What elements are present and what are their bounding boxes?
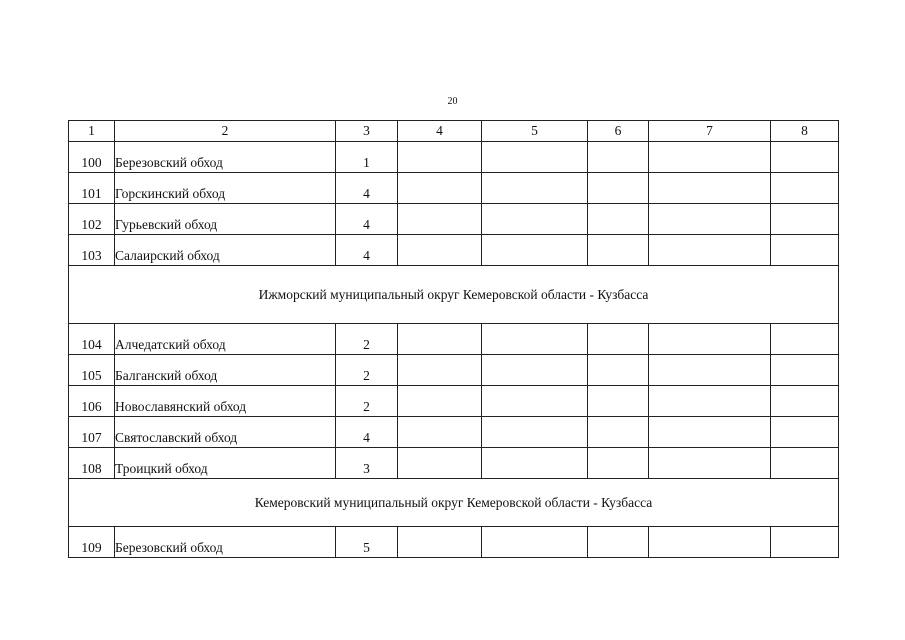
empty-cell [482, 324, 588, 355]
section-row [69, 266, 839, 324]
table-row [69, 417, 839, 448]
empty-cell [588, 142, 649, 173]
empty-cell [771, 386, 839, 417]
empty-cell [398, 235, 482, 266]
row-value: 4 [336, 204, 398, 235]
row-number: 106 [69, 386, 115, 417]
empty-cell [588, 448, 649, 479]
empty-cell [482, 527, 588, 558]
empty-cell [482, 142, 588, 173]
forestry-name: Балганский обход [115, 355, 336, 386]
empty-cell [649, 386, 771, 417]
empty-cell [649, 142, 771, 173]
row-value: 2 [336, 355, 398, 386]
forestry-name: Святославский обход [115, 417, 336, 448]
table-row [69, 527, 839, 558]
row-value: 5 [336, 527, 398, 558]
empty-cell [482, 204, 588, 235]
empty-cell [588, 527, 649, 558]
empty-cell [398, 448, 482, 479]
column-header: 4 [398, 121, 482, 142]
empty-cell [398, 417, 482, 448]
section-title: Ижморский муниципальный округ Кемеровской области - Кузбасса [69, 266, 839, 324]
row-number: 102 [69, 204, 115, 235]
column-header: 7 [649, 121, 771, 142]
column-header: 8 [771, 121, 839, 142]
empty-cell [588, 417, 649, 448]
empty-cell [588, 235, 649, 266]
empty-cell [649, 448, 771, 479]
forestry-table [68, 120, 839, 558]
column-header: 5 [482, 121, 588, 142]
row-number: 103 [69, 235, 115, 266]
column-header: 2 [115, 121, 336, 142]
empty-cell [771, 204, 839, 235]
empty-cell [649, 235, 771, 266]
forestry-name: Новославянский обход [115, 386, 336, 417]
table-row [69, 235, 839, 266]
empty-cell [771, 235, 839, 266]
empty-cell [398, 355, 482, 386]
empty-cell [398, 324, 482, 355]
forestry-name: Березовский обход [115, 142, 336, 173]
row-value: 4 [336, 417, 398, 448]
table-header-row [69, 121, 839, 142]
empty-cell [482, 448, 588, 479]
empty-cell [588, 386, 649, 417]
forestry-name: Троицкий обход [115, 448, 336, 479]
table-row [69, 324, 839, 355]
table-row [69, 386, 839, 417]
empty-cell [398, 527, 482, 558]
empty-cell [771, 173, 839, 204]
empty-cell [398, 204, 482, 235]
empty-cell [398, 386, 482, 417]
empty-cell [649, 324, 771, 355]
table-row [69, 448, 839, 479]
empty-cell [771, 324, 839, 355]
table-row [69, 204, 839, 235]
table-row [69, 355, 839, 386]
empty-cell [398, 142, 482, 173]
empty-cell [649, 355, 771, 386]
empty-cell [771, 355, 839, 386]
section-title: Кемеровский муниципальный округ Кемеровской области - Кузбасса [69, 479, 839, 527]
empty-cell [649, 204, 771, 235]
empty-cell [482, 386, 588, 417]
row-value: 4 [336, 235, 398, 266]
row-value: 2 [336, 386, 398, 417]
empty-cell [588, 204, 649, 235]
column-header: 3 [336, 121, 398, 142]
row-number: 101 [69, 173, 115, 204]
empty-cell [482, 235, 588, 266]
empty-cell [482, 417, 588, 448]
empty-cell [771, 527, 839, 558]
row-number: 100 [69, 142, 115, 173]
row-number: 107 [69, 417, 115, 448]
empty-cell [482, 355, 588, 386]
row-value: 4 [336, 173, 398, 204]
empty-cell [771, 142, 839, 173]
empty-cell [482, 173, 588, 204]
row-number: 104 [69, 324, 115, 355]
empty-cell [649, 173, 771, 204]
row-number: 108 [69, 448, 115, 479]
table-row [69, 173, 839, 204]
empty-cell [398, 173, 482, 204]
empty-cell [771, 448, 839, 479]
forestry-name: Алчедатский обход [115, 324, 336, 355]
row-value: 3 [336, 448, 398, 479]
section-row [69, 479, 839, 527]
row-number: 109 [69, 527, 115, 558]
column-header: 6 [588, 121, 649, 142]
row-number: 105 [69, 355, 115, 386]
row-value: 2 [336, 324, 398, 355]
page-number: 20 [447, 96, 458, 107]
forestry-name: Березовский обход [115, 527, 336, 558]
empty-cell [588, 173, 649, 204]
forestry-name: Горскинский обход [115, 173, 336, 204]
empty-cell [649, 527, 771, 558]
empty-cell [588, 324, 649, 355]
empty-cell [588, 355, 649, 386]
forestry-name: Салаирский обход [115, 235, 336, 266]
empty-cell [771, 417, 839, 448]
forestry-name: Гурьевский обход [115, 204, 336, 235]
column-header: 1 [69, 121, 115, 142]
table-row [69, 142, 839, 173]
row-value: 1 [336, 142, 398, 173]
empty-cell [649, 417, 771, 448]
